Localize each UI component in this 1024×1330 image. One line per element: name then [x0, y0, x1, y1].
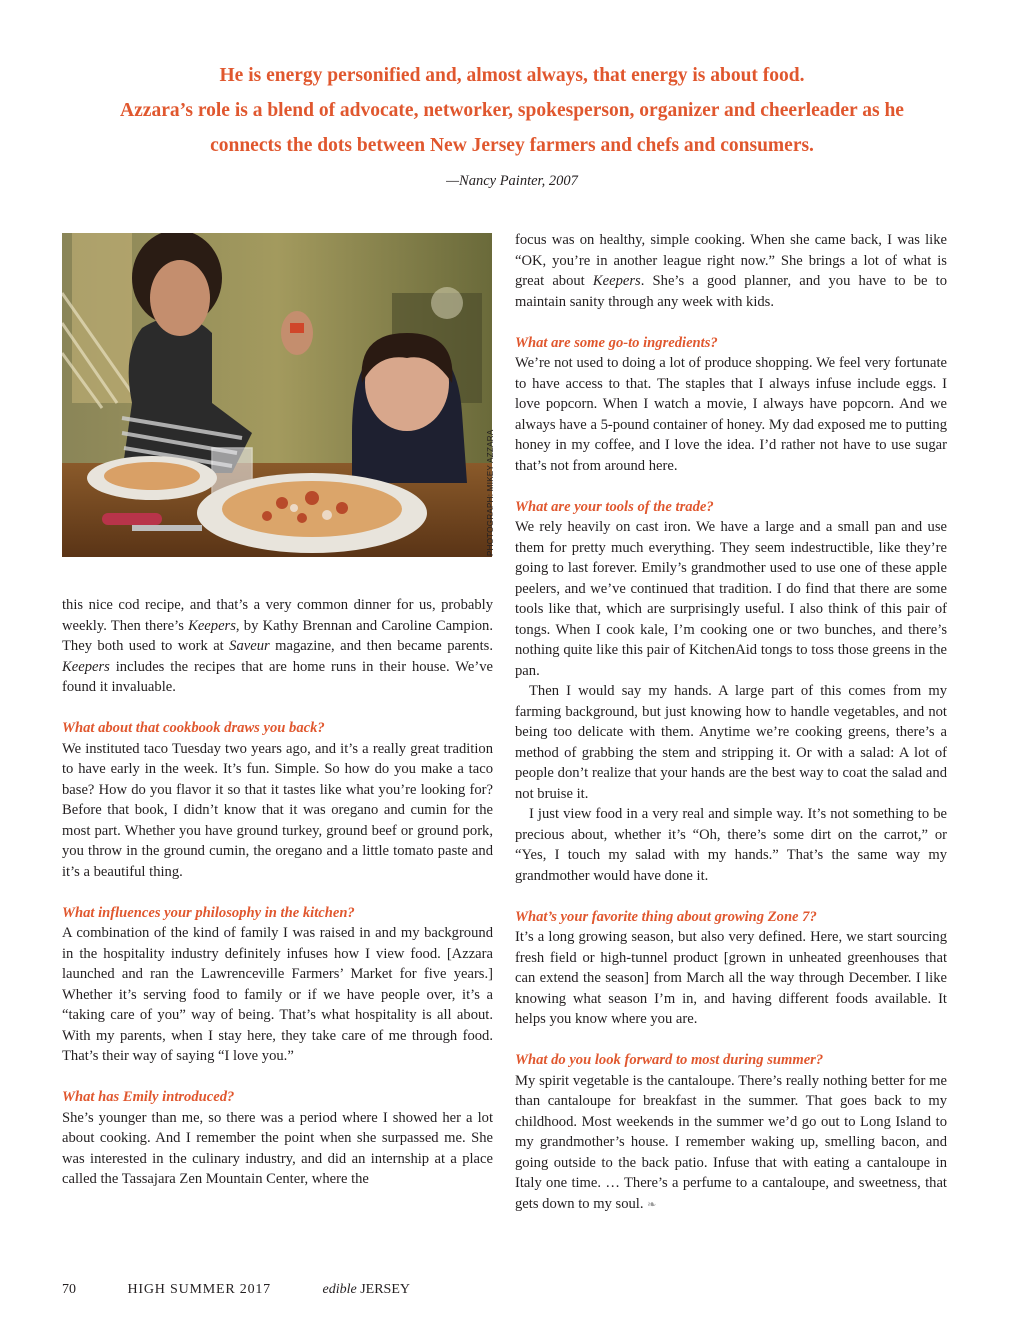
- pull-quote-attribution: —Nancy Painter, 2007: [446, 173, 578, 189]
- paragraph: We instituted taco Tuesday two years ago, and it’s a really great tradition to have early in the week. It’s fun. Simple. So how do you make a taco base? How do you flavor it so that it tastes like what you’re looking for? Before that book, I didn’t know that it was oregano and cumin for the most part. Whether you have ground turkey, ground beef or ground pork, you throw in the ground cumin, the oregano and a little tomato paste and it’s a beautiful thing.: [62, 740, 493, 880]
- paragraph: focus was on healthy, simple cooking. When she came back, I was like “OK, you’re in another league right now.” She brings a lot of what is great about Keepers. She’s a good planner, and you have to be to maintain sanity through any week with kids.: [515, 232, 948, 310]
- article-photo: [62, 233, 492, 557]
- article-column-left: [62, 595, 493, 1190]
- publication-name-italic: edible: [322, 1282, 357, 1297]
- publication-name: [322, 1282, 410, 1297]
- pull-quote-line-3: connects the dots between New Jersey farmers and chefs and consumers.: [210, 135, 814, 156]
- pull-quote-line-1: He is energy personified and, almost always, that energy is about food.: [219, 65, 805, 86]
- paragraph: [515, 1071, 947, 1216]
- paragraph: Then I would say my hands. A large part of this comes from my farming background, but just knowing how to handle vegetables, and not being too delicate with them. Anytime we’re cooking greens, there’s a method of grabbing the stem and stripping it. Or with a salad: A lot of people don’t realize that your hands are the best way to coat the salad and not bruise it.: [515, 683, 947, 802]
- question-heading: What about that cookbook draws you back?: [62, 720, 325, 736]
- paragraph: We’re not used to doing a lot of produce shopping. We feel very fortunate to have access to that. The staples that I always infuse include eggs. I love popcorn. When I watch a movie, I always have popcorn. And we always have a 5-pound container of honey. My dad exposed me to putting honey in my coffee, and I love the idea. I’d rather not have to use sugar that’s not from around here.: [515, 355, 947, 474]
- article-column-right: [515, 230, 947, 1215]
- paragraph: I just view food in a very real and simple way. It’s not something to be precious about, whether it’s “Oh, there’s some dirt on the carrot,” or “Yes, I touch my salad with my hands.” That’s the same way my grandmother would have done it.: [515, 806, 947, 884]
- question-heading: What influences your philosophy in the kitchen?: [62, 904, 355, 921]
- photo-credit: PHOTOGRAPH: MIKEY AZZARA: [486, 429, 495, 556]
- paragraph: It’s a long growing season, but also very defined. Here, we start sourcing fresh field or high-tunnel product [grown in unheated greenhouses that can extend the season] from March all the way through December. I like knowing what season I’m in, and having different foods available. It helps you know where you are.: [515, 929, 947, 1027]
- end-of-article-icon: ❧: [647, 1198, 657, 1211]
- paragraph: A combination of the kind of family I was raised in and my background in the hospitality industry definitely infuses how I view food. [Azzara launched and ran the Lawrenceville Farmers’ Market for five years.] Whether it’s serving food to family or if we have people over, it’s a “taking care of you” way of being. That’s what hospitality is all about. With my parents, when I stay here, they take care of me through food. That’s their way of saying “I love you.”: [62, 925, 493, 1064]
- question-heading: What has Emily introduced?: [62, 1089, 235, 1105]
- pull-quote-line-2: Azzara’s role is a blend of advocate, networker, spokesperson, organizer and cheerleader as he: [120, 100, 904, 121]
- paragraph: She’s younger than me, so there was a period where I showed her a lot about cooking. And I remember the point when she surpassed me. She was interested in the culinary industry, and did an internship at a place called the Tassajara Zen Mountain Center, where the: [62, 1109, 493, 1187]
- paragraph-text: My spirit vegetable is the cantaloupe. There’s really nothing better for me than cantaloupe for breakfast in the summer. That goes back to my childhood. Most weekends in the summer we’d go out to Long Island to my grandmother’s house. I remember waking up, smelling bacon, and going outside to the back patio. Infuse that with eating a cantaloupe in Italy one time. … There’s a perfume to a cantaloupe, and sweetness, that gets down to my soul.: [515, 1072, 947, 1212]
- question-heading: What do you look forward to most during summer?: [515, 1052, 824, 1068]
- question-heading: What’s your favorite thing about growing Zone 7?: [515, 908, 817, 925]
- paragraph: We rely heavily on cast iron. We have a large and a small pan and use them for pretty much everything. They seem indestructible, like they’re going to last forever. Emily’s grandmother used to use one of these apple peelers, and we’ve continued that tradition. I do find that there are some tools like that, which are surprisingly useful. I also think of this pair of tongs. When I cook kale, I’m cooking one or two bunches, and there’s nothing quite like this pair of KitchenAid tongs to toss those greens in the pan.: [515, 519, 947, 679]
- issue-label: HIGH SUMMER 2017: [127, 1282, 271, 1297]
- paragraph: this nice cod recipe, and that’s a very common dinner for us, probably weekly. Then there’s Keepers, by Kathy Brennan and Caroline Campion. They both used to work at Saveur magazine, and then became parents. Keepers includes the recipes that are home runs in their house. We’ve found it invaluable.: [62, 597, 493, 695]
- page-footer: [62, 1282, 458, 1298]
- pull-quote: [40, 58, 984, 190]
- question-heading: What are your tools of the trade?: [515, 498, 714, 515]
- question-heading: What are some go-to ingredients?: [515, 334, 718, 351]
- page-number: 70: [62, 1282, 76, 1297]
- publication-name-rest: JERSEY: [360, 1282, 410, 1297]
